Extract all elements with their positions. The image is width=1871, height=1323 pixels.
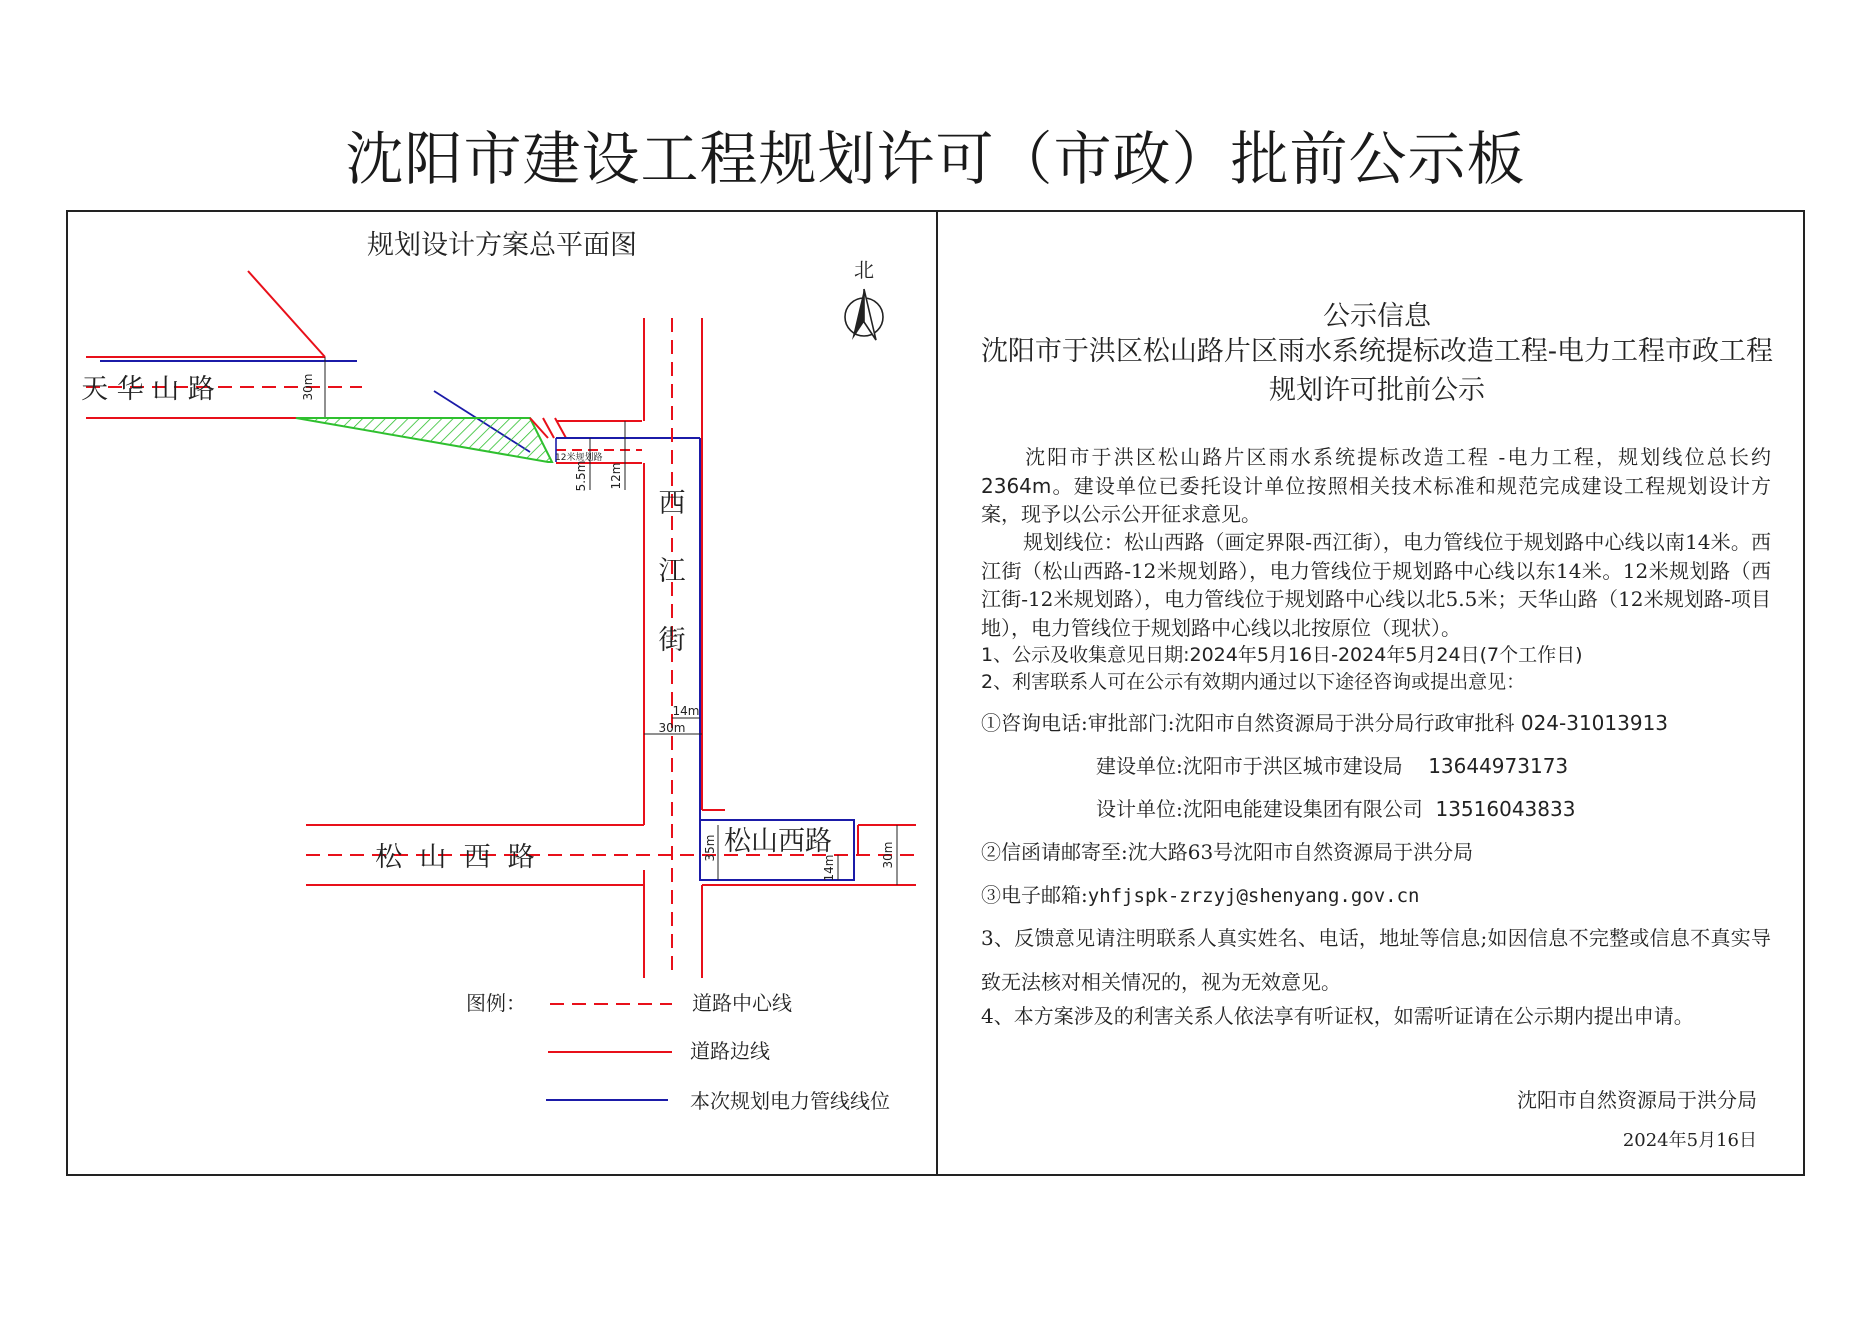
map-legend xyxy=(466,991,890,1113)
dim-14m-songshan: 14m xyxy=(822,854,836,882)
designer-phone: 13516043833 xyxy=(1435,797,1576,821)
issuer: 沈阳市自然资源局于洪分局 xyxy=(1517,1088,1757,1112)
route-text: 规划线位：松山西路（画定界限-西江街），电力管线位于规划路中心线以南14米。西江街（松山西路-12米规划路），电力管线位于规划路中心线以东14米。12米规划路（西江街-12米规划路），电力管线位于规划路中心线以北5.5米；天华山路（12米规划路-项目地），电力管线位于规划路中心线以北按原位（现状）。 xyxy=(981,530,1771,640)
consult-label: ①咨询电话:审批部门:沈阳市自然资源局于洪分局行政审批科 xyxy=(981,711,1515,735)
builder-phone: 13644973173 xyxy=(1428,754,1569,778)
legend-title: 图例： xyxy=(466,991,526,1015)
email-address[interactable]: yhfjspk-zrzyj@shenyang.gov.cn xyxy=(1087,885,1420,907)
email-line xyxy=(981,879,1419,908)
designer-label: 设计单位:沈阳电能建设集团有限公司 xyxy=(1096,797,1423,821)
legend-pipeline-label: 本次规划电力管线线位 xyxy=(690,1089,890,1113)
north-label: 北 xyxy=(854,258,874,282)
dim-14m-xijiang: 14m xyxy=(672,704,700,718)
email-label: ③电子邮箱: xyxy=(981,883,1088,907)
planned-road-label: 12米规划路 xyxy=(555,453,603,463)
intro-text-c: 。建设单位已委托设计单位按照相关技术标准和规范完成建设工程规划设计方案，现予以公示公开征求意见。 xyxy=(981,473,1771,526)
frame-divider xyxy=(936,210,938,1176)
dim-30m-tianhua: 30m xyxy=(301,373,315,401)
issue-date: 2024年5月16日 xyxy=(1622,1130,1757,1151)
widening-area xyxy=(296,418,552,462)
intro-paragraph xyxy=(981,443,1771,529)
site-plan-map xyxy=(0,0,936,1180)
xijiang-char-1: 西 xyxy=(658,488,686,519)
board-title: 沈阳市建设工程规划许可（市政）批前公示板 xyxy=(345,125,1526,193)
legend-center-line-label: 道路中心线 xyxy=(692,991,792,1015)
project-title: 沈阳市于洪区松山路片区雨水系统提标改造工程-电力工程市政工程规划许可批前公示 xyxy=(980,336,1774,406)
channels-intro: 2、利害联系人可在公示有效期内通过以下途径咨询或提出意见： xyxy=(981,671,1526,693)
dim-30m-songshan: 30m xyxy=(881,841,895,869)
item3-paragraph: 3、反馈意见请注明联系人真实姓名、电话，地址等信息;如因信息不完整或信息不真实导致无法核对相关情况的，视为无效意见。 xyxy=(981,926,1771,994)
xijiang-char-2: 江 xyxy=(658,556,686,587)
tianhuashan-road-label: 天 华 山 路 xyxy=(81,374,215,405)
north-arrow-icon xyxy=(845,258,883,340)
dim-5-5m: 5.5m xyxy=(574,460,588,492)
builder-line xyxy=(1096,750,1568,779)
designer-line xyxy=(1096,793,1575,822)
songshan-west-road-label-2: 松山西路 xyxy=(724,826,832,857)
builder-label: 建设单位:沈阳市于洪区城市建设局 xyxy=(1096,754,1403,778)
dim-30m-xijiang: 30m xyxy=(658,721,686,735)
route-paragraph xyxy=(981,528,1771,642)
intro-text-a: 沈阳市于洪区松山路片区雨水系统提标改造工程 -电力工程，规划线位总长约 xyxy=(1023,445,1771,469)
consult-phone: 024-31013913 xyxy=(1520,711,1669,735)
notice-period: 1、公示及收集意见日期:2024年5月16日-2024年5月24日(7个工作日) xyxy=(981,644,1583,666)
mail-line: ②信函请邮寄至:沈大路63号沈阳市自然资源局于洪分局 xyxy=(981,840,1474,864)
songshan-west-road-label: 松 山 西 路 xyxy=(375,842,535,873)
notice-heading: 公示信息 xyxy=(1323,301,1431,332)
dim-35m: 35m xyxy=(703,834,717,862)
total-length: 2364m xyxy=(981,473,1052,498)
dim-12m: 12m xyxy=(609,462,623,490)
legend-edge-line-label: 道路边线 xyxy=(690,1039,770,1063)
item4-line: 4、本方案涉及的利害关系人依法享有听证权，如需听证请在公示期内提出申请。 xyxy=(981,1004,1694,1028)
consult-line xyxy=(981,707,1668,736)
xijiang-char-3: 街 xyxy=(658,625,686,656)
map-title: 规划设计方案总平面图 xyxy=(367,230,637,261)
